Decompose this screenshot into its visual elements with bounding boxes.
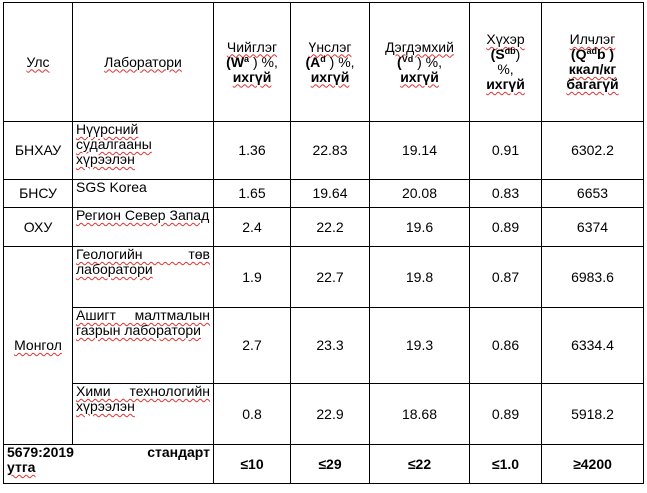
- lab-cell: Хими технологийн хүрээлэн: [73, 384, 214, 445]
- lab-cell: Ашигт малтмалын газрын лаборатори: [73, 308, 214, 384]
- ash-value: 19.64: [291, 180, 370, 208]
- header-moisture: Чийглэг ($W^a$ ) %, ихгүй: [214, 3, 291, 122]
- table-row: [4, 180, 644, 208]
- header-lab: Лаборатори: [73, 3, 214, 122]
- country-cell: Монгол: [4, 247, 73, 445]
- volatile-value: 18.68: [370, 384, 470, 445]
- ash-value: 22.83: [291, 122, 370, 180]
- calorific-value: 6334.4: [542, 308, 644, 384]
- sulfur-value: 0.89: [470, 384, 542, 445]
- volatile-value: 19.8: [370, 247, 470, 308]
- calorific-value: 6374: [542, 208, 644, 247]
- ash-limit: ≤29: [291, 445, 370, 484]
- lab-cell: SGS Korea: [73, 180, 214, 208]
- country-cell: БНХАУ: [4, 122, 73, 180]
- volatile-limit: ≤22: [370, 445, 470, 484]
- header-row: [4, 3, 644, 122]
- standard-row: [4, 445, 644, 484]
- ash-value: 22.9: [291, 384, 370, 445]
- moisture-value: 2.4: [214, 208, 291, 247]
- country-cell: БНСУ: [4, 180, 73, 208]
- header-ash: Үнслэг ($A^d$ ) %, ихгүй: [291, 3, 370, 122]
- moisture-value: 1.9: [214, 247, 291, 308]
- volatile-value: 19.6: [370, 208, 470, 247]
- sulfur-value: 0.89: [470, 208, 542, 247]
- country-cell: ОХУ: [4, 208, 73, 247]
- calorific-limit: ≥4200: [542, 445, 644, 484]
- header-sulfur: Хүхэр $(S^{db})$ %, ихгүй: [470, 3, 542, 122]
- sulfur-value: 0.87: [470, 247, 542, 308]
- moisture-limit: ≤10: [214, 445, 291, 484]
- header-volatile: Дэгдэмхий ($^{Vd}$ ) %, ихгүй: [370, 3, 470, 122]
- lab-cell: Геологийн төв лаборатори: [73, 247, 214, 308]
- ash-value: 22.7: [291, 247, 370, 308]
- header-country: Улс: [4, 3, 73, 122]
- moisture-value: 1.36: [214, 122, 291, 180]
- ash-value: 22.2: [291, 208, 370, 247]
- table-row: [4, 308, 644, 384]
- moisture-value: 2.7: [214, 308, 291, 384]
- volatile-value: 19.3: [370, 308, 470, 384]
- coal-quality-table: [3, 2, 644, 484]
- calorific-value: 6653: [542, 180, 644, 208]
- sulfur-limit: ≤1.0: [470, 445, 542, 484]
- calorific-value: 6302.2: [542, 122, 644, 180]
- table-row: [4, 122, 644, 180]
- table-row: [4, 384, 644, 445]
- volatile-value: 19.14: [370, 122, 470, 180]
- standard-label: 5679:2019 стандарт утга: [4, 445, 214, 484]
- volatile-value: 20.08: [370, 180, 470, 208]
- lab-cell: Регион Север Запад: [73, 208, 214, 247]
- sulfur-value: 0.83: [470, 180, 542, 208]
- sulfur-value: 0.86: [470, 308, 542, 384]
- calorific-value: 6983.6: [542, 247, 644, 308]
- moisture-value: 0.8: [214, 384, 291, 445]
- header-calorific: Илчлэг ($Q^{ad}b$ ) ккал/кг багагүй: [542, 3, 644, 122]
- moisture-value: 1.65: [214, 180, 291, 208]
- sulfur-value: 0.91: [470, 122, 542, 180]
- table-row: [4, 208, 644, 247]
- lab-cell: Нүүрсний судалгааны хүрээлэн: [73, 122, 214, 180]
- table-row: [4, 247, 644, 308]
- calorific-value: 5918.2: [542, 384, 644, 445]
- ash-value: 23.3: [291, 308, 370, 384]
